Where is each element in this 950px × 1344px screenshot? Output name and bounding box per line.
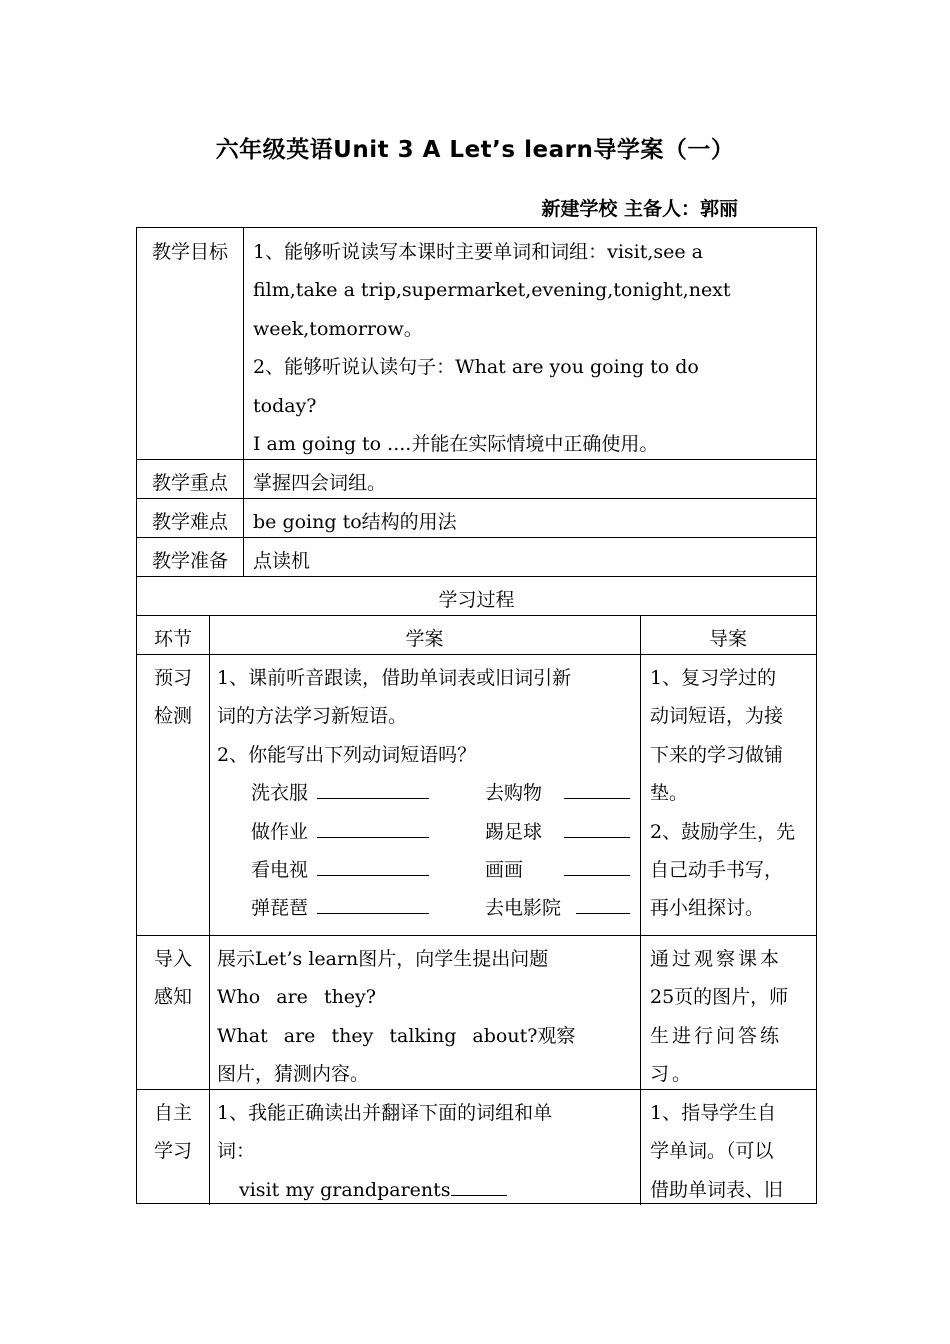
goal-line: 1、能够听说读写本课时主要单词和词组：visit,see a [253, 241, 704, 263]
study-line: 展示Let’s learn图片，向学生提出问题 [217, 948, 549, 970]
study-intro [217, 940, 632, 1094]
study-line: What are they talking about?观察 [217, 1024, 576, 1047]
guide-line: 动词短语，为接 [650, 705, 784, 728]
study-line: 图片，猜测内容。 [217, 1063, 370, 1086]
phrase-row [217, 851, 632, 889]
guide-line: 学单词。（可以 [650, 1140, 774, 1163]
preparation-label: 教学准备 [151, 550, 228, 572]
study-line: Who are they? [217, 986, 376, 1009]
goal-line: I am going to ....并能在实际情境中正确使用。 [253, 433, 659, 456]
answer-blank[interactable] [317, 853, 429, 876]
guide-line: 2、鼓励学生，先 [650, 820, 796, 843]
goal-line: week,tomorrow。 [253, 317, 423, 340]
phrase-label: 画画 [485, 859, 524, 881]
stage-text: 检测 [153, 705, 192, 728]
header-stage: 环节 [153, 628, 192, 650]
phrase-row [217, 889, 632, 927]
answer-blank[interactable] [564, 853, 630, 876]
key-point-content: 掌握四会词组。 [253, 472, 387, 494]
phrase-label: 做作业 [251, 820, 309, 843]
phrase-label: 洗衣服 [251, 782, 309, 805]
stage-self-study [137, 1094, 209, 1171]
stage-intro [137, 940, 209, 1017]
guide-line: 25页的图片，师 [650, 986, 789, 1009]
phrase-label: 弹琵琶 [251, 897, 309, 920]
phrase-label: 看电视 [251, 859, 309, 881]
goal-line: film,take a trip,supermarket,evening,tonight,next [253, 279, 731, 302]
key-point-label: 教学重点 [151, 472, 228, 494]
answer-blank[interactable] [564, 815, 630, 838]
stage-preview [137, 659, 209, 736]
stage-text: 自主 [153, 1102, 192, 1124]
header-guide: 导案 [708, 628, 747, 650]
phrase-row [217, 813, 632, 851]
guide-intro [650, 940, 810, 1094]
phrase-label: 去购物 [485, 782, 543, 805]
preparation-content: 点读机 [253, 550, 311, 572]
phrase-label: 去电影院 [485, 897, 562, 920]
study-line: 1、课前听音跟读，借助单词表或旧词引新 [217, 667, 572, 689]
difficulty-label: 教学难点 [151, 511, 228, 533]
goal-label: 教学目标 [151, 241, 228, 263]
guide-preview [650, 659, 810, 928]
stage-text: 导入 [153, 948, 192, 970]
guide-line: 生进行问答练 [650, 1024, 783, 1047]
study-line: visit my grandparents [239, 1178, 451, 1201]
lesson-table [136, 227, 817, 1204]
stage-text: 预习 [153, 667, 192, 689]
study-line: 1、我能正确读出并翻译下面的词组和单 [217, 1102, 553, 1124]
guide-line: 1、复习学过的 [650, 667, 777, 689]
guide-line: 下来的学习做铺 [650, 743, 784, 766]
study-line: 词： [217, 1140, 256, 1163]
stage-text: 学习 [153, 1140, 192, 1163]
phrase-row [217, 774, 632, 812]
goal-line: today? [253, 394, 317, 417]
guide-line: 通过观察课本 [650, 948, 783, 970]
process-title: 学习过程 [438, 589, 515, 611]
guide-line: 垫。 [650, 782, 689, 805]
guide-line: 自己动手书写， [650, 859, 784, 882]
study-preview [217, 659, 632, 928]
guide-line: 再小组探讨。 [650, 897, 765, 920]
study-line: 2、你能写出下列动词短语吗？ [217, 743, 477, 766]
header-study: 学案 [405, 628, 444, 650]
guide-line: 习。 [650, 1063, 695, 1086]
goal-line: 2、能够听说认读句子：What are you going to do [253, 356, 699, 379]
goal-content [253, 233, 809, 463]
guide-line: 1、指导学生自 [650, 1102, 777, 1124]
answer-blank[interactable] [317, 815, 429, 838]
page-title: 六年级英语Unit 3 A Let’s learn导学案（一） [215, 137, 735, 163]
author-line: 新建学校 主备人：郭丽 [541, 198, 738, 220]
study-self [217, 1094, 632, 1209]
study-line: 词的方法学习新短语。 [217, 705, 408, 728]
phrase-label: 踢足球 [485, 820, 543, 843]
answer-blank[interactable] [564, 776, 630, 799]
answer-blank[interactable] [576, 891, 630, 914]
guide-line: 借助单词表、旧 [650, 1178, 784, 1201]
stage-text: 感知 [153, 986, 192, 1009]
answer-blank[interactable] [451, 1173, 507, 1196]
guide-self [650, 1094, 810, 1209]
answer-blank[interactable] [317, 776, 429, 799]
difficulty-content: be going to结构的用法 [253, 511, 457, 533]
answer-blank[interactable] [317, 891, 429, 914]
